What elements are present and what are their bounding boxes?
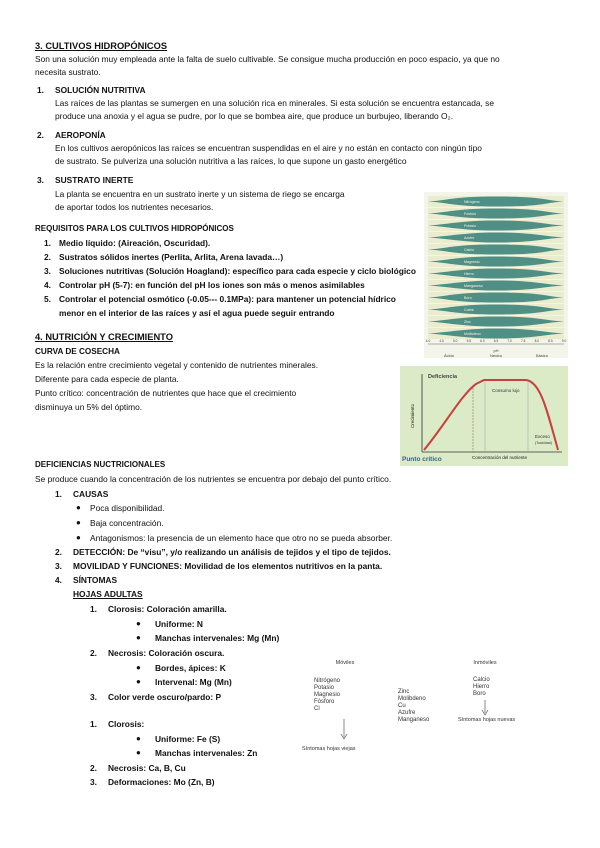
section-3-intro-line-1: Son una solución muy empleada ante la falta de suelo cultivable. Se consigue mucha producción en poco espacio, ya que no (35, 54, 500, 64)
immobile-element: Boro (473, 691, 486, 697)
list-number: 3. (90, 692, 97, 702)
list-number: 1. (90, 604, 97, 614)
req-item: Controlar el potencial osmótico (-0.05--- 0.1MPa): para mantener un potencial hídrico (59, 294, 396, 304)
item-text-line: Las raíces de las plantas se sumergen en una solución rica en minerales. Si esta solución se encuentra estancada, se (55, 98, 495, 108)
mid-element: Manganeso (398, 717, 430, 723)
critical-point-label: Punto crítico (402, 456, 442, 463)
req-number: 3. (44, 266, 51, 276)
curve-text-line: Es la relación entre crecimiento vegetal y contenido de nutrientes minerales. (35, 360, 319, 370)
nutrient-label: Zinc (464, 320, 471, 324)
young-deformations: Deformaciones: Mo (Zn, B) (108, 777, 215, 787)
mid-element: Cu (398, 703, 406, 709)
ph-tick-label: 4.5 (439, 339, 444, 343)
bullet-icon: ● (136, 633, 141, 642)
new-symptoms-label: Síntomas hojas nuevas (458, 717, 516, 723)
req-item: Medio líquido: (Aireación, Oscuridad). (59, 238, 211, 248)
mid-element: Zinc (398, 689, 410, 695)
bullet-icon: ● (76, 503, 81, 512)
nutrient-label: Cobre (464, 308, 474, 312)
harvest-curve-figure (400, 366, 568, 466)
detection-item: DETECCIÓN: De “visu”, y/o realizando un análisis de tejidos y el tipo de tejidos. (73, 547, 391, 557)
bullet-icon: ● (136, 677, 141, 686)
section-4-title: 4. NUTRICIÓN Y CRECIMIENTO (35, 332, 173, 342)
mobile-element: Fósforo (314, 699, 335, 705)
item-title-aeroponia: AEROPONÍA (55, 130, 106, 140)
list-number: 2. (90, 648, 97, 658)
req-item: Controlar pH (5-7): en función del pH los iones son más o menos asimilables (59, 280, 365, 290)
adult-chlorosis: Clorosis: Coloración amarilla. (108, 604, 227, 614)
bullet-icon: ● (136, 663, 141, 672)
req-number: 5. (44, 294, 51, 304)
zone-basic: Básico (536, 353, 549, 358)
list-number: 2. (55, 547, 62, 557)
curve-excess-sublabel: (Toxicidad) (535, 441, 552, 445)
item-title-solucion-nutritiva: SOLUCIÓN NUTRITIVA (55, 85, 146, 95)
young-chlorosis: Clorosis: (108, 719, 145, 729)
ph-availability-figure (424, 192, 568, 358)
list-number: 3. (90, 777, 97, 787)
zone-acid: Ácido (444, 353, 455, 358)
zone-neutral: Neutro (490, 353, 503, 358)
nutrient-label: Manganeso (464, 284, 483, 288)
item-text-line: de sustrato. Se pulveriza una solución nutritiva a las raíces, lo que supone un gasto energético (55, 156, 407, 166)
bullet-icon: ● (76, 518, 81, 527)
nutrient-label: Potasio (464, 224, 476, 228)
ph-tick-label: 9.0 (561, 339, 567, 343)
ph-tick-label: 6.0 (480, 339, 485, 343)
nutrient-label: Fósforo (464, 212, 477, 216)
curve-deficiency-label: Deficiencia (428, 374, 458, 380)
curve-x-label: Concentración del nutriente (472, 455, 528, 460)
mobile-element: Magnesio (314, 692, 341, 698)
mobile-element: Cl (314, 706, 320, 712)
nutrient-label: Calcio (464, 248, 474, 252)
mid-element: Azufre (398, 710, 416, 716)
adult-chlorosis-spots: Manchas intervenales: Mg (Mn) (155, 633, 280, 643)
deficiencies-intro: Se produce cuando la concentración de los nutrientes se encuentra por debajo del punto crítico. (35, 474, 392, 484)
curve-y-label: Crecimiento (410, 403, 415, 428)
bullet-icon: ● (136, 734, 141, 743)
mobile-element: Nitrógeno (314, 678, 341, 684)
ph-tick-label: 8.0 (534, 339, 540, 343)
adult-dark-green: Color verde oscuro/pardo: P (108, 692, 222, 702)
item-title-sustrato-inerte: SUSTRATO INERTE (55, 175, 134, 185)
item-number: 2. (37, 130, 44, 140)
req-item: Sustratos sólidos inertes (Perlita, Arlita, Arena lavada…) (59, 252, 284, 262)
causes-title: CAUSAS (73, 489, 109, 499)
req-item: Soluciones nutritivas (Solución Hoagland): específico para cada especie y ciclo biológico (59, 266, 416, 276)
nutrient-label: Azufre (464, 236, 475, 240)
req-item-continuation: menor en el interior de las raíces y así el agua puede seguir entrando (59, 308, 335, 318)
ph-tick-label: 5.5 (466, 339, 472, 343)
adult-necrosis-intervenal: Intervenal: Mg (Mn) (155, 677, 232, 687)
immobile-element: Hierro (473, 684, 490, 690)
symptoms-title: SÍNTOMAS (73, 575, 118, 585)
cause-item: Poca disponibilidad. (90, 503, 165, 513)
curve-luxury-label: Consumo lujo (492, 388, 520, 393)
mobility-item: MOVILIDAD Y FUNCIONES: Movilidad de los elementos nutritivos en la panta. (73, 561, 383, 571)
list-number: 2. (90, 763, 97, 773)
mobility-figure (300, 655, 546, 775)
adult-leaves-title: HOJAS ADULTAS (73, 589, 143, 599)
req-number: 4. (44, 280, 51, 290)
nutrient-label: Magnesio (464, 260, 480, 264)
ph-axis-label: pH (493, 348, 499, 353)
immobile-element: Calcio (473, 677, 490, 683)
req-number: 2. (44, 252, 51, 262)
young-chlorosis-spots: Manchas intervenales: Zn (155, 748, 258, 758)
list-number: 1. (55, 489, 62, 499)
item-text-line: En los cultivos aeropónicos las raíces se encuentran suspendidas en el aire y no están en contacto con ningún tipo (55, 143, 482, 153)
bullet-icon: ● (76, 533, 81, 542)
mobile-title: Móviles (335, 660, 355, 666)
mobile-element: Potasio (314, 685, 335, 691)
ph-tick-label: 7.5 (520, 339, 526, 343)
list-number: 3. (55, 561, 62, 571)
ph-tick-label: 4.0 (425, 339, 431, 343)
nutrient-label: Boro (464, 296, 472, 300)
nutrient-label: Molibdeno (464, 332, 481, 336)
cause-item: Baja concentración. (90, 518, 164, 528)
item-text-line: produce una anoxia y el agua se pudre, por lo que se bombea aire, que produce un burbujeo, liberando O₂. (55, 111, 454, 121)
adult-necrosis: Necrosis: Coloración oscura. (108, 648, 225, 658)
list-number: 4. (55, 575, 62, 585)
item-text-line: de aportar todos los nutrientes necesarios. (55, 202, 214, 212)
section-3-title: 3. CULTIVOS HIDROPÓNICOS (35, 41, 168, 51)
curve-text-line: Punto crítico: concentración de nutrientes que hace que el crecimiento (35, 388, 297, 398)
young-necrosis: Necrosis: Ca, B, Cu (108, 763, 186, 773)
req-number: 1. (44, 238, 51, 248)
item-number: 1. (37, 85, 44, 95)
nutrient-label: Nitrógeno (464, 200, 480, 204)
bullet-icon: ● (136, 748, 141, 757)
immobile-title: Inmóviles (473, 660, 497, 666)
nutrient-label: Hierro (464, 272, 474, 276)
curve-text-line: disminuya un 5% del óptimo. (35, 402, 143, 412)
ph-tick-label: 7.0 (507, 339, 512, 343)
cause-item: Antagonismos: la presencia de un elemento hace que otro no se pueda absorber. (90, 533, 393, 543)
curve-title: CURVA DE COSECHA (35, 347, 120, 356)
deficiencies-title: DEFICIENCIAS NUCTRICIONALES (35, 460, 166, 469)
young-chlorosis-uniform: Uniforme: Fe (S) (155, 734, 221, 744)
item-number: 3. (37, 175, 44, 185)
section-3-intro-line-2: necesita sustrato. (35, 67, 101, 77)
old-symptoms-label: Síntomas hojas viejas (302, 746, 356, 752)
adult-chlorosis-uniform: Uniforme: N (155, 619, 203, 629)
adult-necrosis-edges: Bordes, ápices: K (155, 663, 226, 673)
curve-excess-label: Exceso (535, 434, 550, 439)
item-text-line: La planta se encuentra en un sustrato inerte y un sistema de riego se encarga (55, 189, 345, 199)
ph-tick-label: 5.0 (452, 339, 458, 343)
mid-element: Molibdeno (398, 696, 426, 702)
curve-text-line: Diferente para cada especie de planta. (35, 374, 179, 384)
bullet-icon: ● (136, 619, 141, 628)
requirements-title: REQUISITOS PARA LOS CULTIVOS HIDROPÓNICOS (35, 224, 234, 233)
ph-tick-label: 8.5 (548, 339, 553, 343)
ph-tick-label: 6.5 (493, 339, 499, 343)
list-number: 1. (90, 719, 97, 729)
